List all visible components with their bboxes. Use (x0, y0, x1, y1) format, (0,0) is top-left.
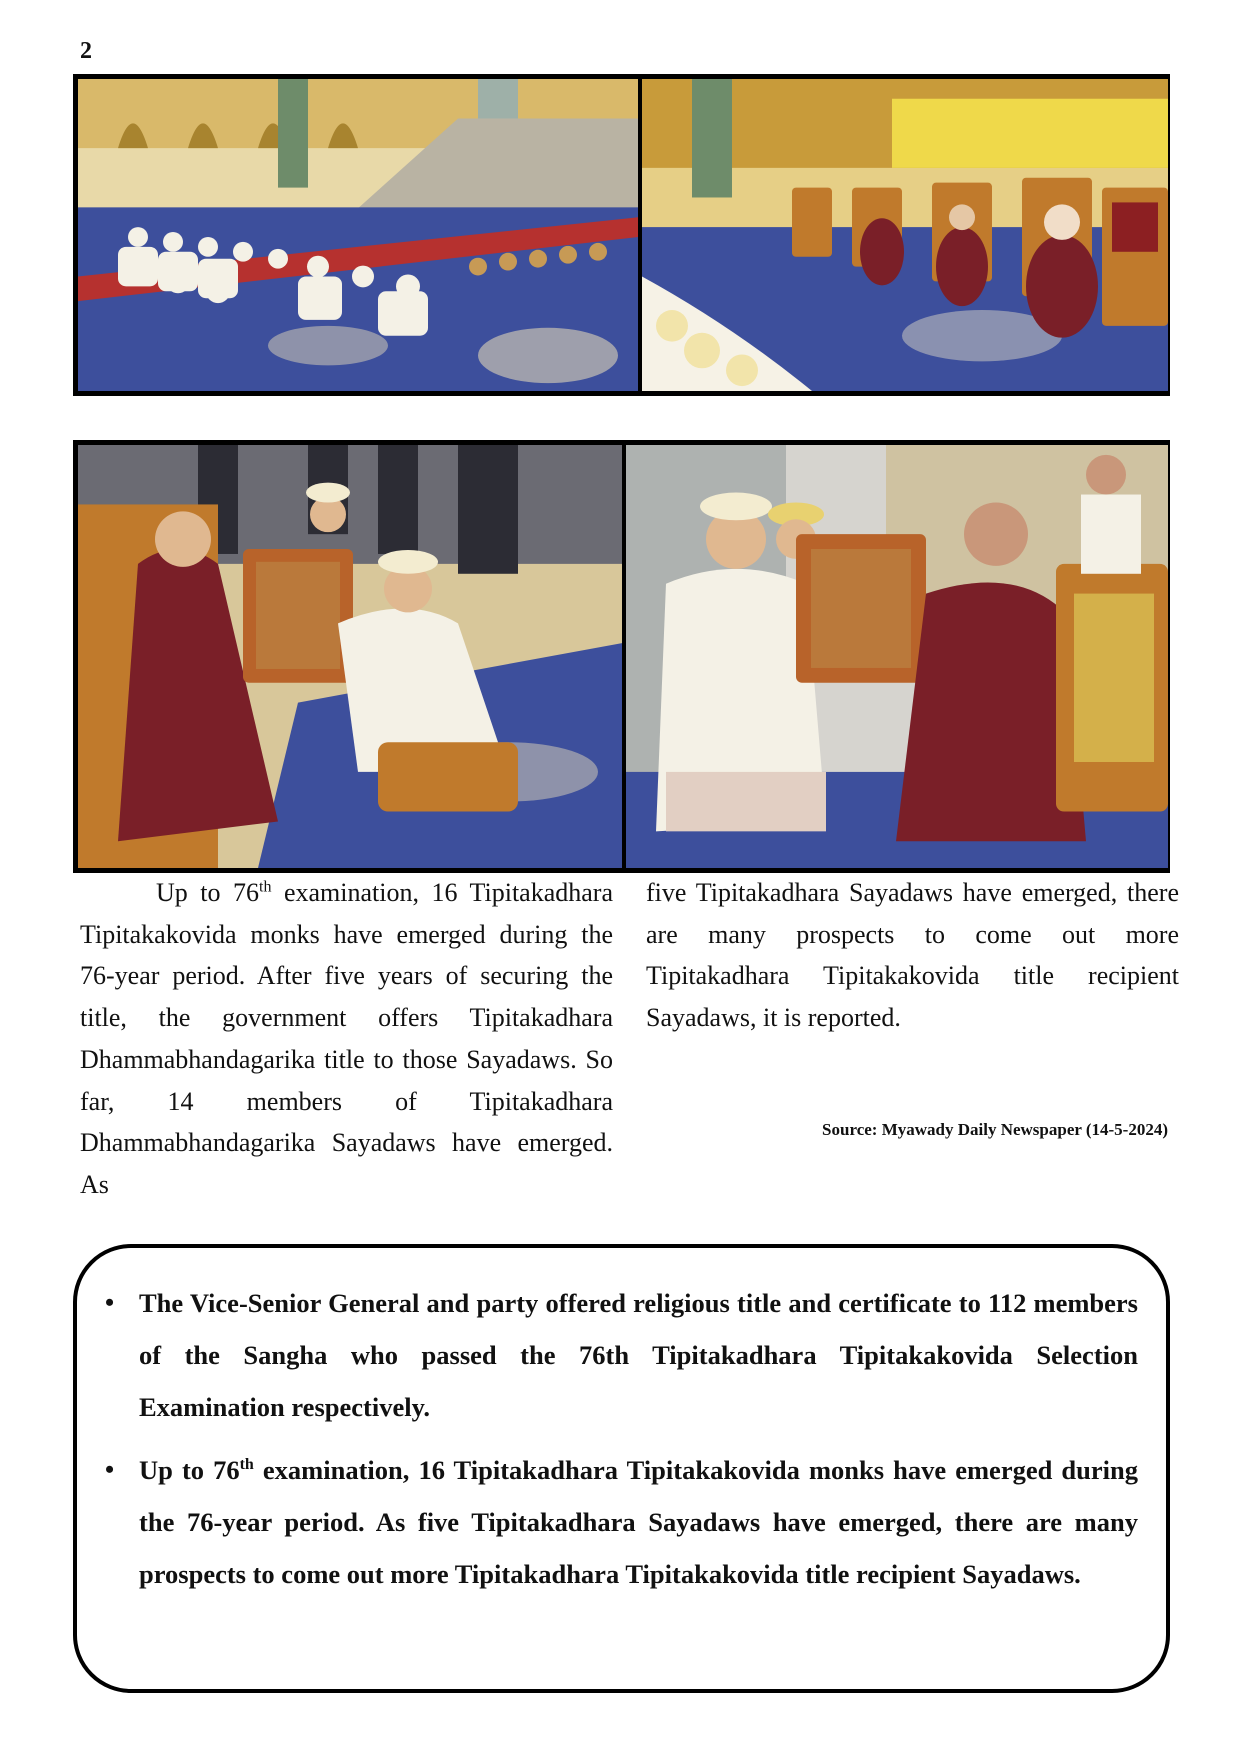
article-right-column (646, 872, 1179, 1039)
hall-ceremony-photo (78, 79, 638, 391)
top-photo-panel (73, 74, 1170, 396)
bullet-icon: • (105, 1288, 115, 1317)
summary-bullet-item: • The Vice-Senior General and party offered religious title and certificate to 112 members of the Sangha who passed the 76th Tipitakadhara Tipitakakovida Selection Examination respectively. (139, 1277, 1138, 1433)
summary-list (105, 1277, 1138, 1611)
certificate-presentation-photo (626, 445, 1168, 868)
monks-seated-photo (642, 79, 1168, 391)
source-credit: Source: Myawady Daily Newspaper (14-5-2024) (822, 1120, 1168, 1139)
article-left-paragraph: Up to 76th examination, 16 Tipitakadhara Tipitakakovida monks have emerged during the 76-year period. After five years of securing the title, the government offers Tipitakadhara Dhammabhandagarika title to those Sayadaws. So far, 14 members of Tipitakadhara Dhammabhandagarika Sayadaws have emerged. As (80, 878, 613, 1199)
bullet-icon: • (105, 1455, 115, 1484)
page-number: 2 (80, 38, 92, 64)
article-left-column (80, 872, 613, 1206)
middle-photo-panel (73, 440, 1170, 873)
summary-bullet-item: • Up to 76th examination, 16 Tipitakadhara Tipitakakovida monks have emerged during the 76-year period. As five Tipitakadhara Sayadaws have emerged, there are many prospects to come out more Tipitakadhara Tipitakakovida title recipient Sayadaws. (139, 1444, 1138, 1600)
summary-box (73, 1244, 1170, 1693)
title-presentation-photo (78, 445, 622, 868)
article-right-paragraph: five Tipitakadhara Sayadaws have emerged, there are many prospects to come out more Tipitakadhara Tipitakakovida title recipient Sayadaws, it is reported. (646, 878, 1179, 1033)
